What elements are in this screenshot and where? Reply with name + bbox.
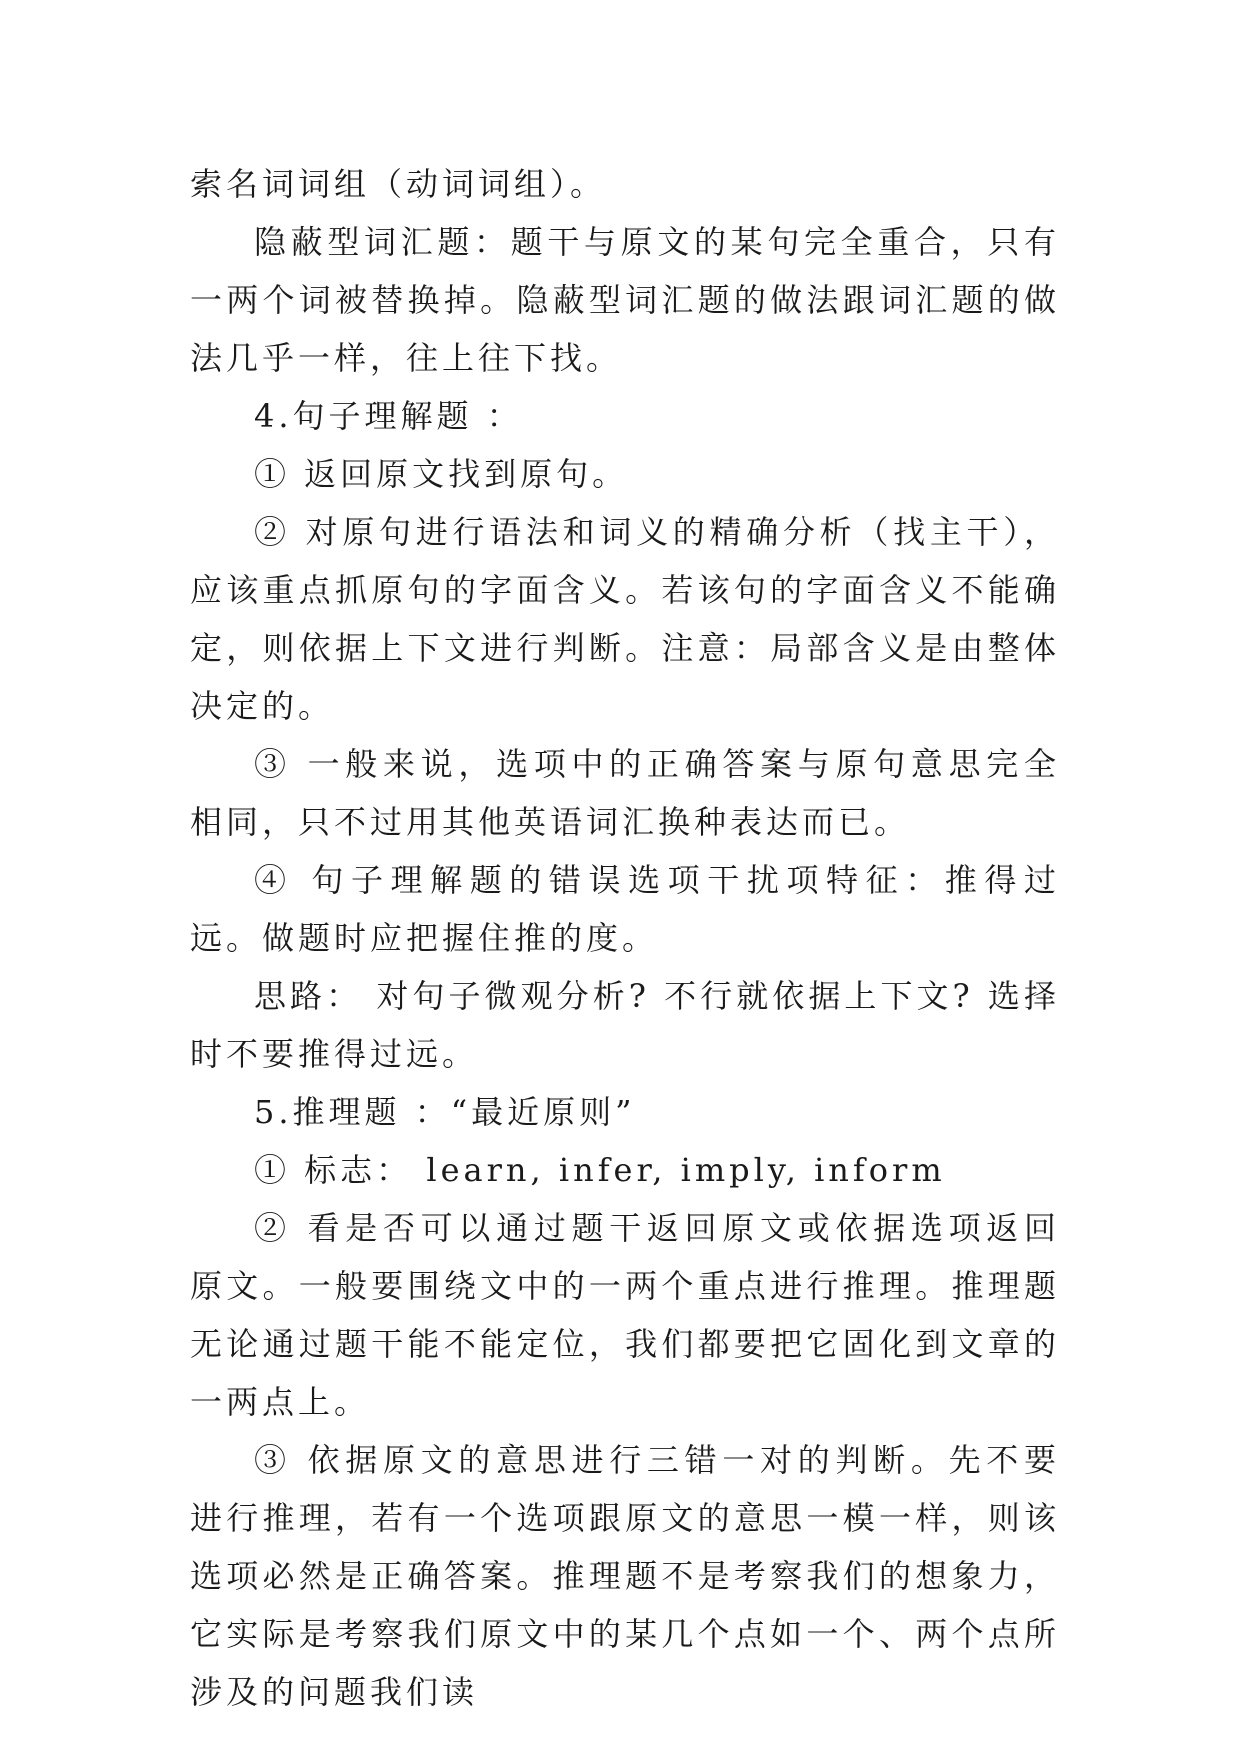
heading-sentence-comprehension: 4.句子理解题 ： — [254, 397, 523, 435]
list-item-4: ④ 句子理解题的错误选项干扰项特征：推得过远。做题时应把握住推的度。 — [190, 861, 1060, 957]
paragraph-hidden-vocab: 隐蔽型词汇题：题干与原文的某句完全重合，只有一两个词被替换掉。隐蔽型词汇题的做法跟词汇题的做法几乎一样，往上往下找。 — [190, 223, 1060, 377]
document-page — [190, 155, 1060, 1721]
list-item-1: ① 返回原文找到原句。 — [254, 455, 629, 493]
list-item-1-inference: ① 标志： learn, infer, imply, inform — [254, 1151, 946, 1189]
heading-inference: 5.推理题 ：“最近原则” — [254, 1093, 636, 1131]
paragraph-continuation: 索名词词组（动词词组）。 — [190, 165, 607, 203]
list-item-3-inference: ③ 依据原文的意思进行三错一对的判断。先不要进行推理，若有一个选项跟原文的意思一模一样，则该选项必然是正确答案。推理题不是考察我们的想象力，它实际是考察我们原文中的某几个点如一个、两个点所涉及的问题我们读 — [190, 1441, 1060, 1711]
list-item-2: ② 对原句进行语法和词义的精确分析（找主干），应该重点抓原句的字面含义。若该句的字面含义不能确定，则依据上下文进行判断。注意：局部含义是由整体决定的。 — [190, 513, 1060, 725]
paragraph-approach: 思路： 对句子微观分析? 不行就依据上下文? 选择时不要推得过远。 — [190, 977, 1060, 1073]
list-item-3: ③ 一般来说，选项中的正确答案与原句意思完全相同，只不过用其他英语词汇换种表达而已。 — [190, 745, 1060, 841]
list-item-2-inference: ② 看是否可以通过题干返回原文或依据选项返回原文。一般要围绕文中的一两个重点进行推理。推理题无论通过题干能不能定位，我们都要把它固化到文章的一两点上。 — [190, 1209, 1060, 1421]
